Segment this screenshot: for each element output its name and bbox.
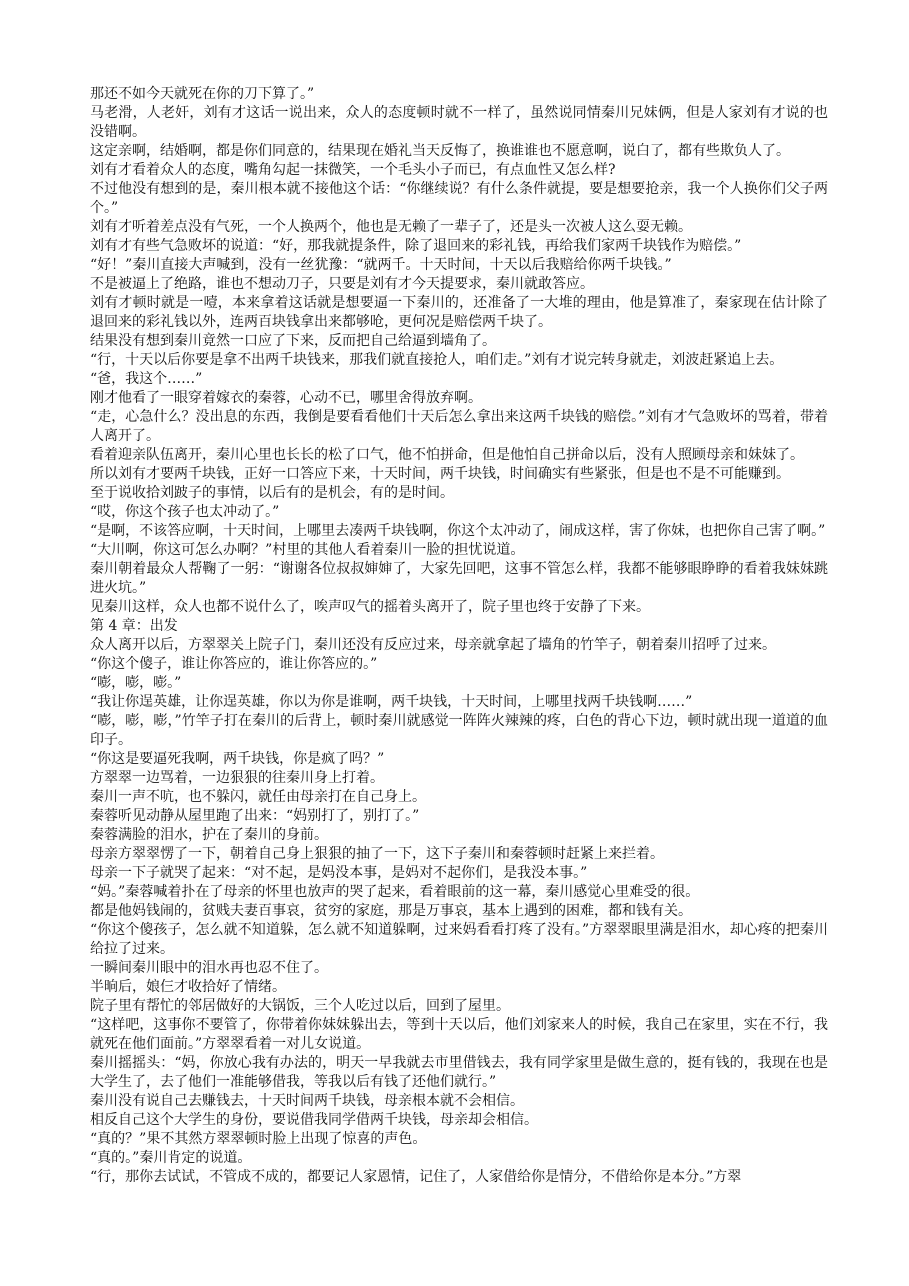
paragraph: “我让你逞英雄，让你逞英雄，你以为你是谁啊，两千块钱，十天时间，上哪里找两千块钱啊……”	[90, 694, 693, 710]
paragraph: 秦川一声不吭，也不躲闪，就任由母亲打在自己身上。	[90, 789, 426, 805]
paragraph: 一瞬间秦川眼中的泪水再也忍不住了。	[90, 960, 328, 976]
paragraph: 刘有才听着差点没有气死，一个人换两个，他也是无赖了一辈子了，还是头一次被人这么耍无赖。	[90, 219, 692, 235]
paragraph: 至于说收拾刘跛子的事情，以后有的是机会，有的是时间。	[90, 485, 454, 501]
paragraph: 母亲方翠翠愣了一下，朝着自己身上狠狠的抽了一下，这下子秦川和秦蓉顿时赶紧上来拦着。	[90, 846, 664, 862]
paragraph: 秦川朝着最众人帮鞠了一躬：“谢谢各位叔叔婶婶了，大家先回吧，这事不管怎么样，我都不能够眼睁睁的看着我妹妹跳进火坑。”	[90, 561, 828, 596]
paragraph: “嘭，嘭，嘭。”	[90, 675, 182, 691]
paragraph: 看着迎亲队伍离开，秦川心里也长长的松了口气，他不怕拼命，但是他怕自己拼命以后，没有人照顾母亲和妹妹了。	[90, 447, 804, 463]
paragraph: “真的。”秦川肯定的说道。	[90, 1150, 252, 1166]
paragraph: 秦蓉满脸的泪水，护在了秦川的身前。	[90, 827, 328, 843]
paragraph: 母亲一下子就哭了起来：“对不起，是妈没本事，是妈对不起你们，是我没本事。”	[90, 865, 588, 881]
paragraph: 那还不如今天就死在你的刀下算了。”	[90, 86, 315, 102]
paragraph: “哎，你这个孩子也太冲动了。”	[90, 504, 280, 520]
paragraph: “你这个傻孩子，怎么就不知道躲，怎么就不知道躲啊，过来妈看看打疼了没有。”方翠翠眼里满是泪水，却心疼的把秦川给拉了过来。	[90, 922, 828, 957]
paragraph: 半晌后，娘仨才收拾好了情绪。	[90, 979, 286, 995]
paragraph: “行，十天以后你要是拿不出两千块钱来，那我们就直接抢人，咱们走。”刘有才说完转身就走，刘波赶紧追上去。	[90, 352, 784, 368]
document-page	[90, 85, 828, 1187]
paragraph: 这定亲啊，结婚啊，都是你们同意的，结果现在婚礼当天反悔了，换谁谁也不愿意啊，说白了，都有些欺负人了。	[90, 143, 790, 159]
chapter-title: 第 4 章：出发	[90, 618, 178, 634]
paragraph: 秦蓉听见动静从屋里跑了出来：“妈别打了，别打了。”	[90, 808, 420, 824]
paragraph: “你这个傻子，谁让你答应的，谁让你答应的。”	[90, 656, 378, 672]
paragraph: 刘有才看着众人的态度，嘴角勾起一抹微笑，一个毛头小子而已，有点血性又怎么样?	[90, 162, 616, 178]
paragraph: 方翠翠一边骂着，一边狠狠的往秦川身上打着。	[90, 770, 384, 786]
paragraph: 院子里有帮忙的邻居做好的大锅饭，三个人吃过以后，回到了屋里。	[90, 998, 510, 1014]
paragraph: 见秦川这样，众人也都不说什么了，唉声叹气的摇着头离开了，院子里也终于安静了下来。	[90, 599, 650, 615]
paragraph: “爸，我这个……”	[90, 371, 203, 387]
paragraph: “这样吧，这事你不要管了，你带着你妹妹躲出去，等到十天以后，他们刘家来人的时候，我自己在家里，实在不行，我就死在他们面前。”方翠翠看着一对儿女说道。	[90, 1017, 828, 1052]
paragraph: “好！”秦川直接大声喊到，没有一丝犹豫：“就两千。十天时间，十天以后我赔给你两千块钱。”	[90, 257, 672, 273]
paragraph: 所以刘有才要两千块钱，正好一口答应下来，十天时间，两千块钱，时间确实有些紧张，但是也不是不可能赚到。	[90, 466, 790, 482]
paragraph: “行，那你去试试，不管成不成的，都要记人家恩情，记住了，人家借给你是情分，不借给你是本分。”方翠	[90, 1169, 742, 1185]
paragraph: 刘有才顿时就是一噎，本来拿着这话就是想要逼一下秦川的，还准备了一大堆的理由，他是算准了，秦家现在估计除了退回来的彩礼钱以外，连两百块钱拿出来都够呛，更何况是赔偿两千块了。	[90, 295, 828, 330]
paragraph: 刘有才有些气急败坏的说道：“好，那我就提条件，除了退回来的彩礼钱，再给我们家两千块钱作为赔偿。”	[90, 238, 742, 254]
paragraph: “是啊，不该答应啊，十天时间，上哪里去凑两千块钱啊，你这个太冲动了，闹成这样，害了你妹，也把你自己害了啊。”	[90, 523, 826, 539]
paragraph: 刚才他看了一眼穿着嫁衣的秦蓉，心动不已，哪里舍得放弃啊。	[90, 390, 482, 406]
paragraph: 马老滑，人老奸，刘有才这话一说出来，众人的态度顿时就不一样了，虽然说同情秦川兄妹俩，但是人家刘有才说的也没错啊。	[90, 105, 828, 140]
paragraph: 秦川摇摇头：“妈，你放心我有办法的，明天一早我就去市里借钱去，我有同学家里是做生意的，挺有钱的，我现在也是大学生了，去了他们一准能够借我，等我以后有钱了还他们就行。”	[90, 1055, 828, 1090]
paragraph: 都是他妈钱闹的，贫贱夫妻百事哀，贫穷的家庭，那是万事哀，基本上遇到的困难，都和钱有关。	[90, 903, 692, 919]
paragraph: 结果没有想到秦川竟然一口应了下来，反而把自己给逼到墙角了。	[90, 333, 496, 349]
paragraph: “嘭，嘭，嘭，”竹竿子打在秦川的后背上，顿时秦川就感觉一阵阵火辣辣的疼，白色的背心下边，顿时就出现一道道的血印子。	[90, 713, 828, 748]
paragraph: “你这是要逼死我啊，两千块钱，你是疯了吗？”	[90, 751, 385, 767]
paragraph: 相反自己这个大学生的身份，要说借我同学借两千块钱，母亲却会相信。	[90, 1112, 538, 1128]
paragraph: 秦川没有说自己去赚钱去，十天时间两千块钱，母亲根本就不会相信。	[90, 1093, 524, 1109]
paragraph: “妈。”秦蓉喊着扑在了母亲的怀里也放声的哭了起来，看着眼前的这一幕，秦川感觉心里难受的很。	[90, 884, 700, 900]
paragraph: 众人离开以后，方翠翠关上院子门，秦川还没有反应过来，母亲就拿起了墙角的竹竿子，朝着秦川招呼了过来。	[90, 637, 776, 653]
paragraph: 不过他没有想到的是，秦川根本就不接他这个话：“你继续说？有什么条件就提，要是想要抢亲，我一个人换你们父子两个。”	[90, 181, 828, 216]
paragraph: “真的？”果不其然方翠翠顿时脸上出现了惊喜的声色。	[90, 1131, 427, 1147]
paragraph: 不是被逼上了绝路，谁也不想动刀子，只要是刘有才今天提要求，秦川就敢答应。	[90, 276, 594, 292]
paragraph: “走，心急什么？没出息的东西，我倒是要看看他们十天后怎么拿出来这两千块钱的赔偿。”刘有才气急败坏的骂着，带着人离开了。	[90, 409, 828, 444]
paragraph: “大川啊，你这可怎么办啊？”村里的其他人看着秦川一脸的担忧说道。	[90, 542, 525, 558]
